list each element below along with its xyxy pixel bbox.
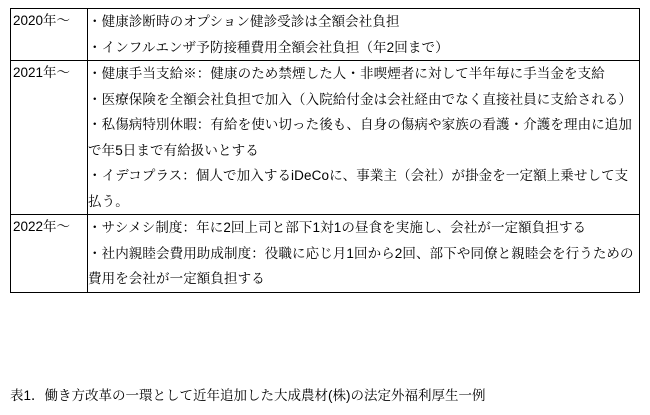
items-cell-2020	[88, 9, 640, 61]
year-cell-2021	[11, 61, 88, 215]
list-item: ・サシメシ制度：年に2回上司と部下1対1の昼食を実施し、会社が一定額負担する	[88, 220, 587, 235]
list-item: ・インフルエンザ予防接種費用全額会社負担（年2回まで）	[88, 39, 449, 55]
benefits-table-container	[10, 8, 640, 293]
year-label: 2020年〜	[13, 13, 71, 28]
table-row	[11, 215, 640, 293]
year-cell-2022	[11, 215, 88, 293]
list-item: ・私傷病特別休暇：有給を使い切った後も、自身の傷病や家族の看護・介護を理由に追加で年5日まで有給扱いとする	[88, 117, 632, 158]
list-item: ・社内親睦会費用助成制度：役職に応じ月1回から2回、部下や同僚と親睦会を行うための費用を会社が一定額負担する	[88, 245, 634, 286]
list-item: ・健康手当支給※：健康のため禁煙した人・非喫煙者に対して半年毎に手当金を支給	[88, 66, 605, 81]
year-label: 2021年〜	[13, 65, 71, 80]
table-caption: 表1．働き方改革の一環として近年追加した大成農材(株)の法定外福利厚生一例	[10, 388, 486, 403]
table-row	[11, 61, 640, 215]
year-cell-2020	[11, 9, 88, 61]
list-item: ・イデコプラス：個人で加入するiDeCoに、事業主（会社）が掛金を一定額上乗せして支払う。	[88, 168, 629, 209]
benefits-table	[10, 8, 640, 293]
items-cell-2021	[88, 61, 640, 215]
list-item: ・健康診断時のオプション健診受診は全額会社負担	[88, 14, 400, 29]
table-row	[11, 9, 640, 61]
items-cell-2022	[88, 215, 640, 293]
year-label: 2022年〜	[13, 219, 71, 234]
list-item: ・医療保険を全額会社負担で加入（入院給付金は会社経由でなく直接社員に支給される）	[88, 91, 632, 107]
